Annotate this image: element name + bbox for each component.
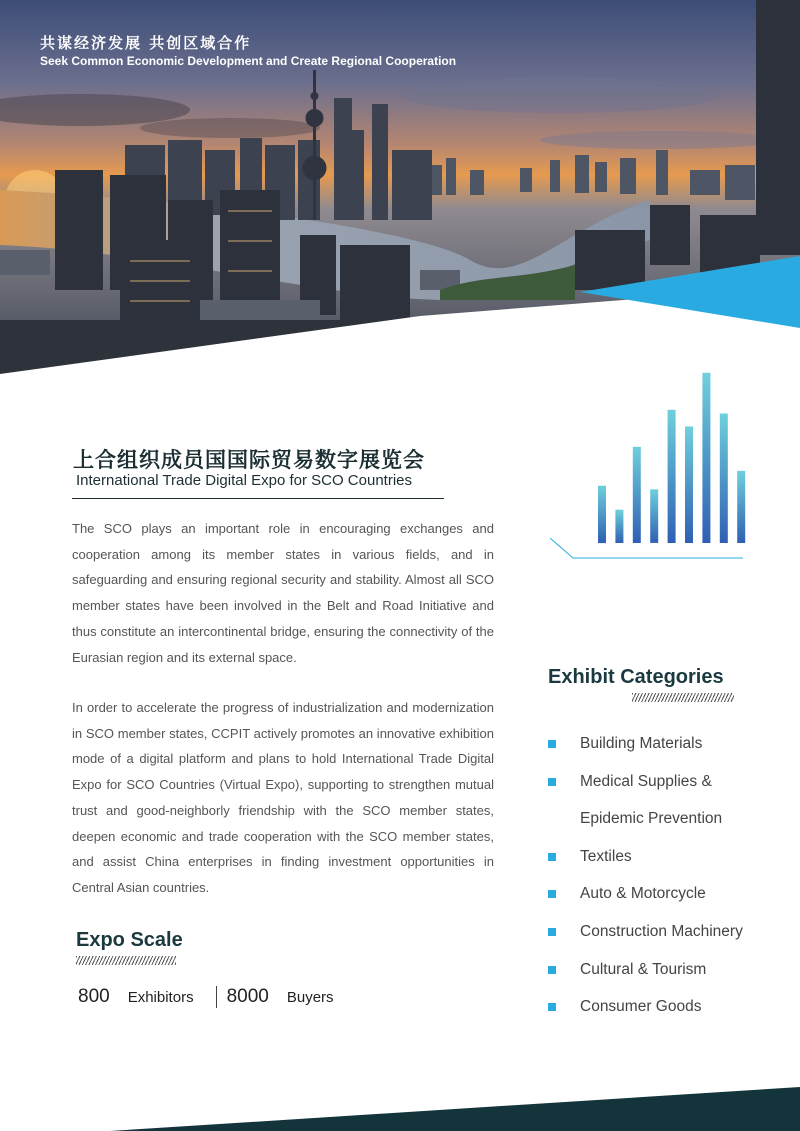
decor-bar <box>685 427 693 544</box>
stat-divider <box>216 986 217 1008</box>
hero-slogan-cn: 共谋经济发展 共创区域合作 <box>40 34 252 52</box>
intro-paragraph-2: In order to accelerate the progress of industrialization and modernization in SCO member states, CCPIT actively promotes an innovative exhibition mode of a digital platform and plans to hold International Trade Digital Expo for SCO Countries (Virtual Expo), supporting to strengthen mutual trust and good-neighborly friendship with the SCO member states, deepen economic and trade cooperation with the SCO member states, and assist China enterprises in finding investment opportunities in Central Asian countries. <box>72 700 494 895</box>
footer-diagonal-band <box>0 1085 800 1131</box>
category-label: Consumer Goods <box>580 998 702 1016</box>
exhibit-categories-list <box>548 725 788 1026</box>
category-item <box>548 951 788 989</box>
category-label: Cultural & Tourism <box>580 960 707 978</box>
square-bullet-icon <box>548 778 556 786</box>
category-label: Construction Machinery <box>580 922 743 940</box>
category-label: Epidemic Prevention <box>580 810 723 828</box>
expo-scale-hatch-decoration <box>76 956 176 965</box>
expo-scale-heading: Expo Scale <box>76 929 183 951</box>
decor-bar <box>615 510 623 543</box>
category-label: Auto & Motorcycle <box>580 885 706 903</box>
category-item <box>548 875 788 913</box>
decor-bar <box>720 414 728 544</box>
decor-bar <box>668 410 676 543</box>
page-title-en: International Trade Digital Expo for SCO Countries <box>76 472 412 489</box>
square-bullet-icon <box>548 1003 556 1011</box>
square-bullet-icon <box>548 890 556 898</box>
category-item <box>548 838 788 876</box>
category-item <box>548 763 788 801</box>
decor-bar <box>702 373 710 543</box>
decor-bar <box>737 471 745 543</box>
category-label: Textiles <box>580 847 632 865</box>
exhibitors-label: Exhibitors <box>127 988 194 1006</box>
category-item <box>548 988 788 1026</box>
chart-baseline <box>550 538 743 558</box>
decor-bar <box>633 447 641 543</box>
square-bullet-icon <box>548 853 556 861</box>
exhibitors-count: 800 <box>78 986 110 1007</box>
category-item <box>548 913 788 951</box>
decorative-bar-chart <box>545 345 765 565</box>
hero-banner <box>0 0 800 380</box>
category-label: Building Materials <box>580 735 703 752</box>
category-item-continuation <box>548 800 788 838</box>
expo-scale-stats <box>78 984 334 1010</box>
buyers-label: Buyers <box>286 988 334 1006</box>
square-bullet-icon <box>548 928 556 936</box>
page-title-cn: 上合组织成员国国际贸易数字展览会 <box>73 448 425 472</box>
square-bullet-icon <box>548 740 556 748</box>
hero-slogan-en: Seek Common Economic Development and Create Regional Cooperation <box>40 54 457 68</box>
decor-bar <box>650 489 658 543</box>
buyers-count: 8000 <box>226 986 269 1007</box>
exhibit-categories-hatch-decoration <box>632 693 734 702</box>
category-item <box>548 725 788 763</box>
title-underline <box>72 498 444 499</box>
decor-bar <box>598 486 606 543</box>
intro-paragraph-1: The SCO plays an important role in encouraging exchanges and cooperation among its member states in various fields, and in safeguarding and ensuring regional security and stability. Almost all SCO member states have been involved in the Belt and Road Initiative and thus constitute an intercontinental bridge, ensuring the connectivity of the Eurasian region and its external space. <box>72 521 494 665</box>
square-bullet-icon <box>548 966 556 974</box>
category-label: Medical Supplies & <box>580 772 712 790</box>
exhibit-categories-heading: Exhibit Categories <box>548 666 724 688</box>
